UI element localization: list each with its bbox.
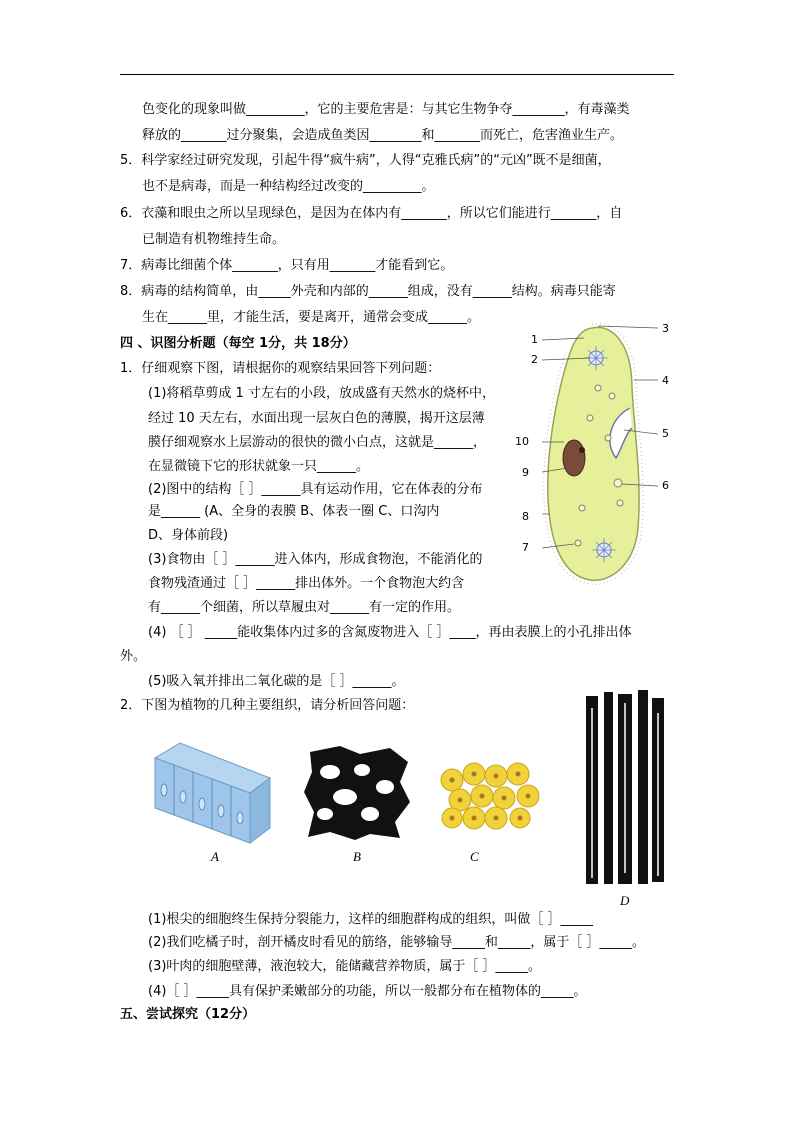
q1-part4-line1: (4) ［ ］ _____能收集体内过多的含氮废物进入［ ］____，再由表膜上的小孔排出体 [148, 625, 632, 640]
paramecium-diagram [520, 318, 680, 588]
tissue-a-image [150, 738, 275, 848]
question-2-intro: 2．下图为植物的几种主要组织，请分析回答问题： [120, 698, 415, 713]
paramecium-label-10: 10 [515, 435, 529, 448]
q2-part1: (1)根尖的细胞终生保持分裂能力，这样的细胞群构成的组织，叫做［ ］_____ [148, 912, 594, 927]
question-6-line-2: 已制造有机物维持生命。 [142, 232, 286, 247]
q1-part3-line3: 有______个细菌，所以草履虫对______有一定的作用。 [148, 600, 461, 615]
tissue-a-label: A [211, 849, 219, 864]
food-vacuole [579, 505, 585, 511]
header-rule [120, 74, 674, 75]
food-vacuole [609, 393, 615, 399]
macronucleus [563, 440, 585, 476]
question-8-line-1: 8．病毒的结构简单，由_____外壳和内部的______组成，没有______结构。病毒只能寄 [120, 284, 616, 299]
q1-part1-line4: 在显微镜下它的形状就象一只______。 [148, 459, 370, 474]
section-4-heading: 四 、识图分析题（每空 1分，共 18分） [120, 336, 356, 351]
food-vacuole [617, 500, 623, 506]
food-vacuole [595, 385, 601, 391]
q1-part2-line2: 是______ (A、全身的表膜 B、体表一圈 C、口沟内 [148, 504, 440, 519]
q2-part2: (2)我们吃橘子时，剖开橘皮时看见的筋络，能够输导_____和_____，属于［ ］_____。 [148, 935, 646, 950]
paramecium-label-4: 4 [662, 374, 669, 387]
text-line-1: 色变化的现象叫做_________，它的主要危害是：与其它生物争夺________，有毒藻类 [142, 102, 630, 117]
paramecium-label-6: 6 [662, 479, 669, 492]
q2-part4: (4)［ ］_____具有保护柔嫩部分的功能，所以一般都分布在植物体的_____。 [148, 984, 587, 999]
q1-part3-line2: 食物残渣通过［ ］______排出体外。一个食物泡大约含 [148, 576, 465, 591]
tissue-c-label: C [470, 849, 479, 864]
question-5-line-1: 5．科学家经过研究发现，引起牛得“疯牛病”，人得“克雅氏病”的“元凶”既不是细菌， [120, 153, 611, 168]
question-8-line-2: 生在______里，才能生活，要是离开，通常会变成______。 [142, 310, 481, 325]
food-vacuole [605, 435, 611, 441]
question-6-line-1: 6．衣藻和眼虫之所以呈现绿色，是因为在体内有_______，所以它们能进行_______，自 [120, 206, 623, 221]
q1-part1-line1: (1)将稻草剪成 1 寸左右的小段，放成盛有天然水的烧杯中， [148, 386, 495, 401]
paramecium-label-8: 8 [522, 510, 529, 523]
question-7: 7．病毒比细菌个体_______，只有用_______才能看到它。 [120, 258, 454, 273]
question-1-intro: 1．仔细观察下图，请根据你的观察结果回答下列问题： [120, 361, 441, 376]
paramecium-label-5: 5 [662, 427, 669, 440]
tissue-d-label: D [620, 893, 630, 908]
micronucleus [579, 447, 585, 453]
q1-part5: (5)吸入氧并排出二氧化碳的是［ ］______。 [148, 674, 405, 689]
paramecium-label-7: 7 [522, 541, 529, 554]
q2-part3: (3)叶肉的细胞壁薄，液泡较大，能储藏营养物质，属于［ ］_____。 [148, 959, 542, 974]
anal-pore [575, 540, 581, 546]
q1-part1-line3: 膜仔细观察水上层游动的很快的微小白点，这就是______， [148, 435, 487, 450]
paramecium-label-3: 3 [662, 322, 669, 335]
tissue-b-image [300, 742, 412, 842]
q1-part2-line3: D、身体前段) [148, 528, 229, 543]
q1-part2-line1: (2)图中的结构［ ］______具有运动作用，它在体表的分布 [148, 482, 483, 497]
food-vacuole [587, 415, 593, 421]
paramecium-label-9: 9 [522, 466, 529, 479]
section-5-heading: 五、尝试探究（12分） [120, 1007, 256, 1022]
tissue-b-label: B [353, 849, 361, 864]
q1-part3-line1: (3)食物由［ ］______进入体内，形成食物泡，不能消化的 [148, 552, 483, 567]
tissue-c-image [438, 760, 546, 832]
paramecium-label-2: 2 [531, 353, 538, 366]
text-line-2: 释放的_______过分聚集，会造成鱼类因________和_______而死亡，危害渔业生产。 [142, 128, 624, 143]
tissue-d-image [584, 688, 666, 888]
food-vacuole [614, 479, 622, 487]
paramecium-body [548, 327, 639, 580]
q1-part4-line2: 外。 [120, 649, 147, 664]
paramecium-label-1: 1 [531, 333, 538, 346]
question-5-line-2: 也不是病毒，而是一种结构经过改变的_________。 [142, 179, 435, 194]
q1-part1-line2: 经过 10 天左右，水面出现一层灰白色的薄膜，揭开这层薄 [148, 411, 485, 426]
